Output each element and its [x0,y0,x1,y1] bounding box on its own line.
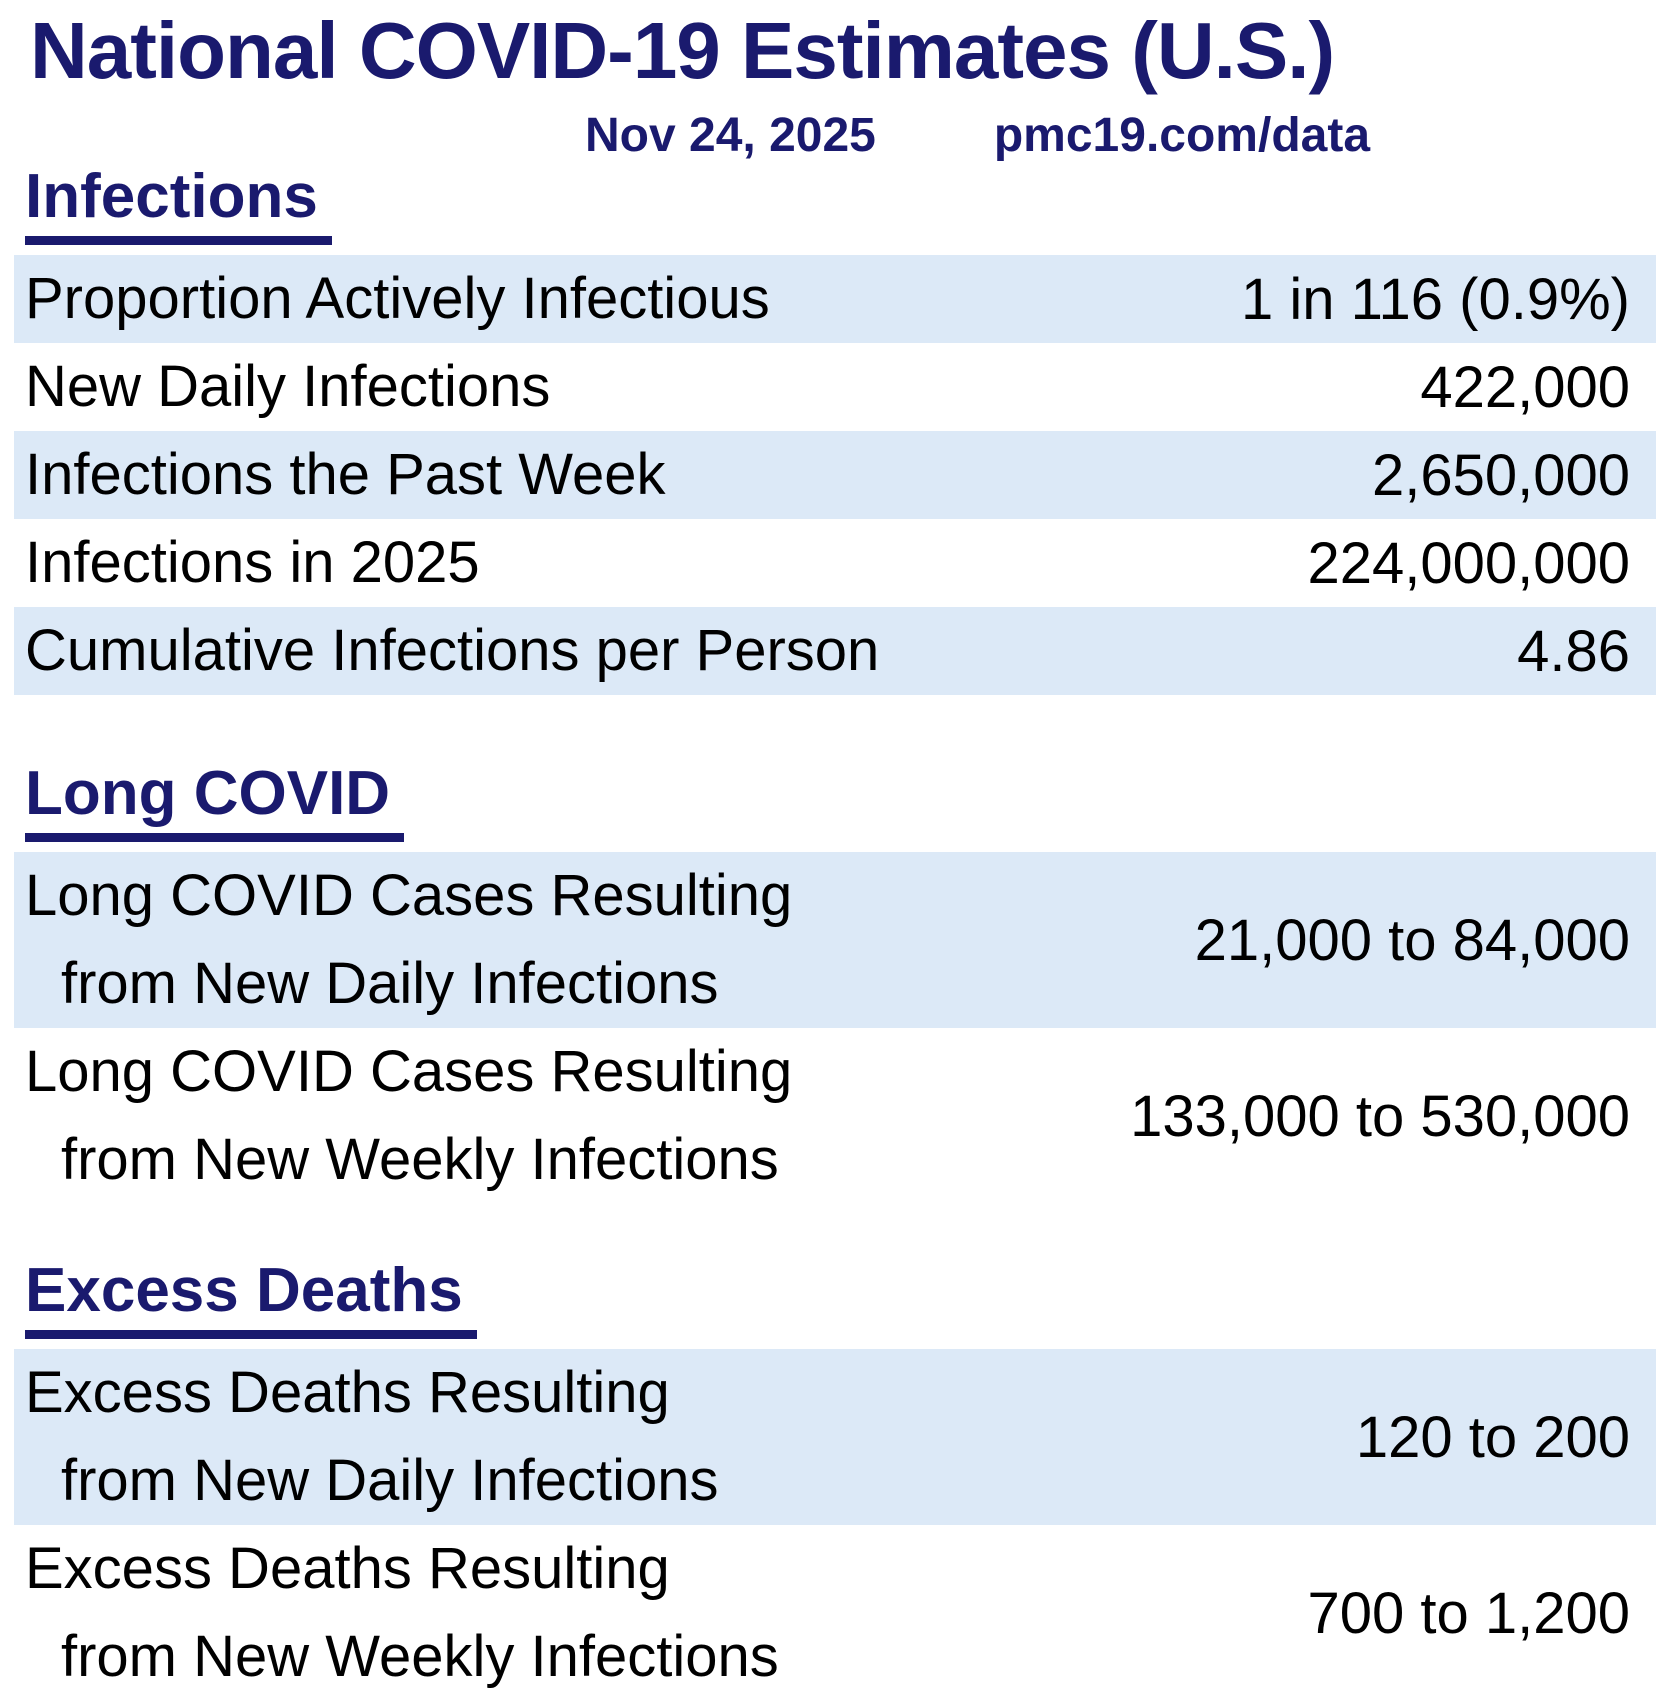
row-label-line2: from New Daily Infections [61,951,719,1017]
row-label-line2: from New Daily Infections [61,1448,719,1514]
section-heading-long-covid: Long COVID [25,763,404,842]
row-value: 4.86 [1517,618,1630,684]
infections-table [14,255,1656,695]
row-value: 21,000 to 84,000 [1194,907,1630,973]
row-label-line1: Excess Deaths Resulting [25,1360,670,1426]
covid-estimates-infographic [0,6,1675,1690]
table-row [14,1525,1656,1701]
row-label-line2: from New Weekly Infections [61,1127,779,1193]
table-row [14,255,1656,343]
source-url[interactable]: pmc19.com/data [993,108,1371,162]
row-label: Cumulative Infections per Person [25,618,880,684]
row-value: 133,000 to 530,000 [1130,1083,1630,1149]
row-label: Infections the Past Week [25,442,666,508]
row-label-line1: Long COVID Cases Resulting [25,1039,793,1105]
row-label: New Daily Infections [25,354,551,420]
table-row [14,431,1656,519]
row-value: 1 in 116 (0.9%) [1240,266,1630,332]
meta-line [0,110,1675,163]
section-heading-infections: Infections [25,166,332,245]
section-long-covid [0,759,1675,1204]
table-row [14,607,1656,695]
table-row [14,343,1656,431]
table-row [14,1349,1656,1525]
table-row [14,852,1656,1028]
row-label [25,1349,1356,1525]
row-label [25,1028,1130,1204]
table-row [14,519,1656,607]
row-label: Proportion Actively Infectious [25,266,770,332]
row-value: 700 to 1,200 [1307,1580,1630,1646]
excess-deaths-table [14,1349,1656,1701]
row-label: Infections in 2025 [25,530,480,596]
row-label-line1: Excess Deaths Resulting [25,1536,670,1602]
section-heading-excess-deaths: Excess Deaths [25,1260,477,1339]
row-label [25,1525,1307,1701]
row-value: 224,000,000 [1307,530,1630,596]
table-row [14,1028,1656,1204]
row-value: 422,000 [1420,354,1630,420]
section-excess-deaths [0,1256,1675,1701]
row-label [25,852,1195,1028]
row-value: 2,650,000 [1371,442,1630,508]
row-label-line2: from New Weekly Infections [61,1624,779,1690]
report-date: Nov 24, 2025 [585,108,876,162]
page-title: National COVID-19 Estimates (U.S.) [30,6,1335,95]
section-infections [0,162,1675,695]
row-label-line1: Long COVID Cases Resulting [25,863,793,929]
row-value: 120 to 200 [1355,1404,1630,1470]
long-covid-table [14,852,1656,1204]
